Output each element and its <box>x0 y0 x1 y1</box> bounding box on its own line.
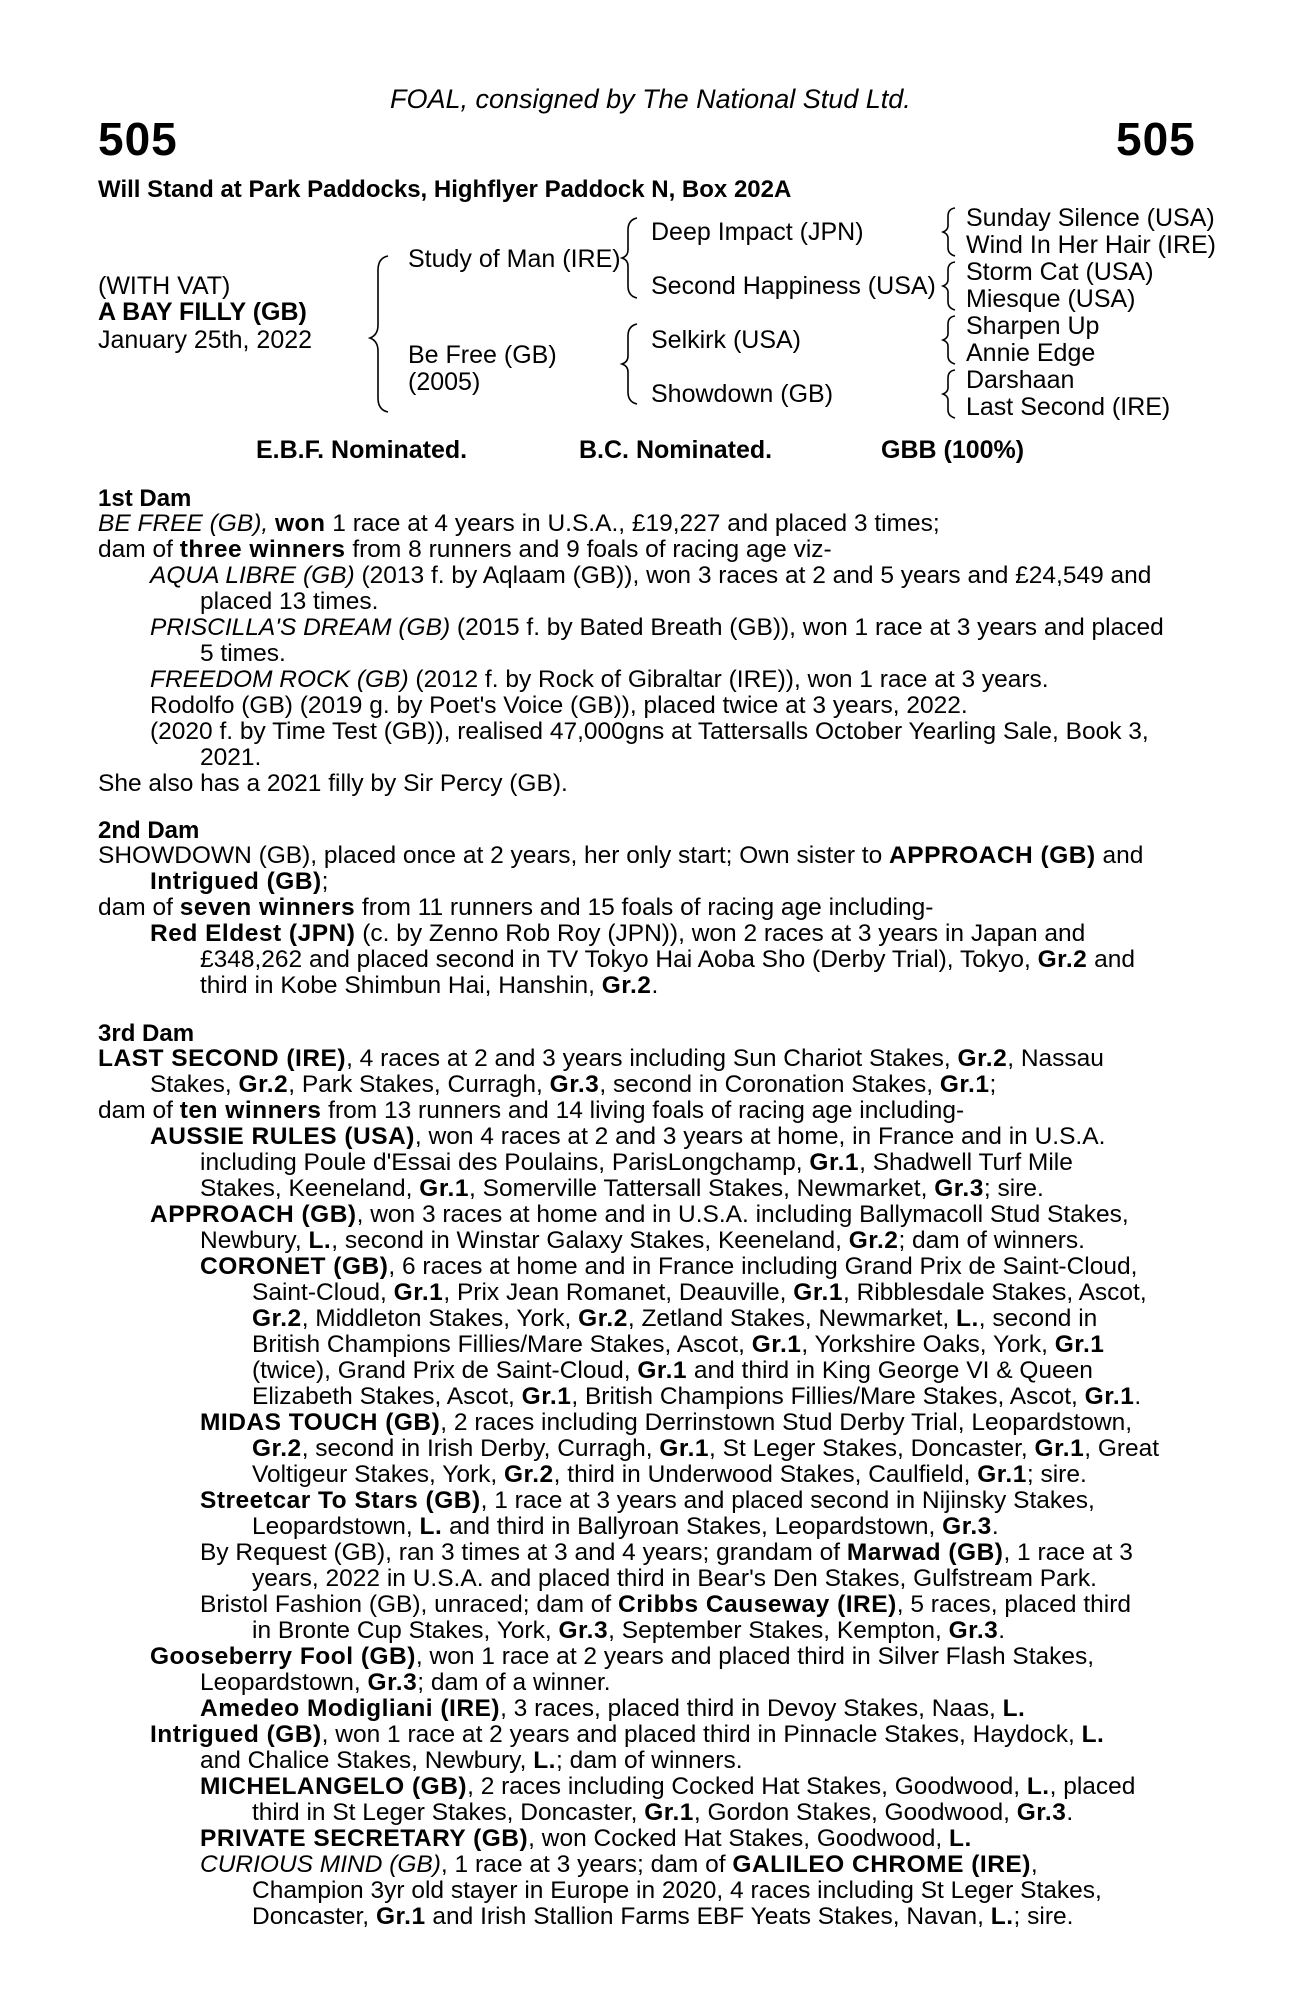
second-dam-heading: 2nd Dam <box>98 817 200 844</box>
first-dam-line: Rodolfo (GB) (2019 g. by Poet's Voice (GB)), placed twice at 3 years, 2022. <box>150 692 968 719</box>
third-dam-line: Gr.2, second in Irish Derby, Curragh, Gr.1, St Leger Stakes, Doncaster, Gr.1, Great <box>252 1435 1160 1462</box>
third-dam-line: Doncaster, Gr.1 and Irish Stallion Farms EBF Yeats Stakes, Navan, L.; sire. <box>252 1903 1074 1930</box>
third-dam-line: (twice), Grand Prix de Saint-Cloud, Gr.1 and third in King George VI & Queen <box>252 1357 1093 1384</box>
pedigree-sire: Study of Man (IRE) <box>408 245 621 273</box>
pedigree-sire-sire: Deep Impact (JPN) <box>651 218 864 246</box>
third-dam-line: By Request (GB), ran 3 times at 3 and 4 years; grandam of Marwad (GB), 1 race at 3 <box>200 1539 1133 1566</box>
third-dam-line: PRIVATE SECRETARY (GB), won Cocked Hat Stakes, Goodwood, L. <box>200 1825 972 1852</box>
third-dam-line: Leopardstown, Gr.3; dam of a winner. <box>200 1669 611 1696</box>
first-dam-line: (2020 f. by Time Test (GB)), realised 47,000gns at Tattersalls October Yearling Sale, Book 3, <box>150 718 1149 745</box>
third-dam-line: CURIOUS MIND (GB), 1 race at 3 years; dam of GALILEO CHROME (IRE), <box>200 1851 1038 1878</box>
first-dam-heading: 1st Dam <box>98 485 192 512</box>
pedigree-g8: Last Second (IRE) <box>966 393 1171 421</box>
consignment-line: FOAL, consigned by The National Stud Ltd. <box>390 84 911 114</box>
first-dam-line: dam of three winners from 8 runners and 9 foals of racing age viz- <box>98 536 832 563</box>
third-dam-line: CORONET (GB), 6 races at home and in France including Grand Prix de Saint-Cloud, <box>200 1253 1138 1280</box>
first-dam-line: AQUA LIBRE (GB) (2013 f. by Aqlaam (GB)), won 3 races at 2 and 5 years and £24,549 and <box>150 562 1152 589</box>
ebf-nomination: E.B.F. Nominated. <box>256 436 468 464</box>
pedigree-dam-sire: Selkirk (USA) <box>651 326 802 354</box>
second-dam-line: £348,262 and placed second in TV Tokyo Hai Aoba Sho (Derby Trial), Tokyo, Gr.2 and <box>200 946 1135 973</box>
third-dam-line: Stakes, Gr.2, Park Stakes, Curragh, Gr.3, second in Coronation Stakes, Gr.1; <box>150 1071 997 1098</box>
pedigree-sire-dam: Second Happiness (USA) <box>651 272 936 300</box>
pedigree-g7: Darshaan <box>966 366 1075 394</box>
third-dam-line: Leopardstown, L. and third in Ballyroan Stakes, Leopardstown, Gr.3. <box>252 1513 999 1540</box>
third-dam-line: Gooseberry Fool (GB), won 1 race at 2 years and placed third in Silver Flash Stakes, <box>150 1643 1095 1670</box>
third-dam-line: third in St Leger Stakes, Doncaster, Gr.1, Gordon Stakes, Goodwood, Gr.3. <box>252 1799 1074 1826</box>
third-dam-line: and Chalice Stakes, Newbury, L.; dam of winners. <box>200 1747 743 1774</box>
third-dam-line: including Poule d'Essai des Poulains, ParisLongchamp, Gr.1, Shadwell Turf Mile <box>200 1149 1073 1176</box>
second-dam-line: third in Kobe Shimbun Hai, Hanshin, Gr.2. <box>200 972 659 999</box>
third-dam-line: Champion 3yr old stayer in Europe in 2020, 4 races including St Leger Stakes, <box>252 1877 1102 1904</box>
first-dam-line: 2021. <box>200 744 262 771</box>
lot-number-right: 505 <box>1116 113 1196 165</box>
third-dam-line: British Champions Fillies/Mare Stakes, Ascot, Gr.1, Yorkshire Oaks, York, Gr.1 <box>252 1331 1105 1358</box>
horse-dob: January 25th, 2022 <box>98 326 313 354</box>
stand-location: Will Stand at Park Paddocks, Highflyer Paddock N, Box 202A <box>98 176 792 203</box>
pedigree-g3: Storm Cat (USA) <box>966 258 1154 286</box>
pedigree-g1: Sunday Silence (USA) <box>966 204 1215 232</box>
first-dam-line: FREEDOM ROCK (GB) (2012 f. by Rock of Gibraltar (IRE)), won 1 race at 3 years. <box>150 666 1049 693</box>
second-dam-line: dam of seven winners from 11 runners and 15 foals of racing age including- <box>98 894 934 921</box>
third-dam-line: Intrigued (GB), won 1 race at 2 years and placed third in Pinnacle Stakes, Haydock, L. <box>150 1721 1105 1748</box>
third-dam-line: in Bronte Cup Stakes, York, Gr.3, September Stakes, Kempton, Gr.3. <box>252 1617 1006 1644</box>
third-dam-line: APPROACH (GB), won 3 races at home and in U.S.A. including Ballymacoll Stud Stakes, <box>150 1201 1129 1228</box>
third-dam-line: LAST SECOND (IRE), 4 races at 2 and 3 years including Sun Chariot Stakes, Gr.2, Nassau <box>98 1045 1104 1072</box>
second-dam-line: SHOWDOWN (GB), placed once at 2 years, her only start; Own sister to APPROACH (GB) and <box>98 842 1144 869</box>
third-dam-line: Newbury, L., second in Winstar Galaxy Stakes, Keeneland, Gr.2; dam of winners. <box>200 1227 1085 1254</box>
third-dam-line: Saint-Cloud, Gr.1, Prix Jean Romanet, Deauville, Gr.1, Ribblesdale Stakes, Ascot, <box>252 1279 1147 1306</box>
pedigree-g5: Sharpen Up <box>966 312 1100 340</box>
third-dam-line: MICHELANGELO (GB), 2 races including Cocked Hat Stakes, Goodwood, L., placed <box>200 1773 1136 1800</box>
third-dam-line: Amedeo Modigliani (IRE), 3 races, placed third in Devoy Stakes, Naas, L. <box>200 1695 1026 1722</box>
third-dam-line: Streetcar To Stars (GB), 1 race at 3 years and placed second in Nijinsky Stakes, <box>200 1487 1095 1514</box>
pedigree-g2: Wind In Her Hair (IRE) <box>966 231 1216 259</box>
first-dam-line: placed 13 times. <box>200 588 379 615</box>
first-dam-line: BE FREE (GB), won 1 race at 4 years in U.S.A., £19,227 and placed 3 times; <box>98 510 940 537</box>
horse-name: A BAY FILLY (GB) <box>98 298 307 326</box>
third-dam-line: Elizabeth Stakes, Ascot, Gr.1, British Champions Fillies/Mare Stakes, Ascot, Gr.1. <box>252 1383 1142 1410</box>
second-dam-line: Intrigued (GB); <box>150 868 329 895</box>
pedigree-dam-dam: Showdown (GB) <box>651 380 834 408</box>
third-dam-line: dam of ten winners from 13 runners and 14 living foals of racing age including- <box>98 1097 965 1124</box>
bc-nomination: B.C. Nominated. <box>579 436 773 464</box>
third-dam-line: MIDAS TOUCH (GB), 2 races including Derrinstown Stud Derby Trial, Leopardstown, <box>200 1409 1133 1436</box>
first-dam-line: She also has a 2021 filly by Sir Percy (GB). <box>98 770 568 797</box>
pedigree-g4: Miesque (USA) <box>966 285 1136 313</box>
third-dam-line: Stakes, Keeneland, Gr.1, Somerville Tattersall Stakes, Newmarket, Gr.3; sire. <box>200 1175 1044 1202</box>
third-dam-line: Gr.2, Middleton Stakes, York, Gr.2, Zetland Stakes, Newmarket, L., second in <box>252 1305 1098 1332</box>
lot-number-left: 505 <box>98 113 178 165</box>
second-dam-line: Red Eldest (JPN) (c. by Zenno Rob Roy (JPN)), won 2 races at 3 years in Japan and <box>150 920 1086 947</box>
pedigree-g6: Annie Edge <box>966 339 1096 367</box>
third-dam-line: Bristol Fashion (GB), unraced; dam of Cribbs Causeway (IRE), 5 races, placed third <box>200 1591 1131 1618</box>
vat-note: (WITH VAT) <box>98 272 231 300</box>
first-dam-line: PRISCILLA'S DREAM (GB) (2015 f. by Bated Breath (GB)), won 1 race at 3 years and placed <box>150 614 1164 641</box>
pedigree-dam-year: (2005) <box>408 368 481 396</box>
third-dam-heading: 3rd Dam <box>98 1020 195 1047</box>
third-dam-line: years, 2022 in U.S.A. and placed third in Bear's Den Stakes, Gulfstream Park. <box>252 1565 1097 1592</box>
third-dam-line: Voltigeur Stakes, York, Gr.2, third in Underwood Stakes, Caulfield, Gr.1; sire. <box>252 1461 1087 1488</box>
third-dam-line: AUSSIE RULES (USA), won 4 races at 2 and 3 years at home, in France and in U.S.A. <box>150 1123 1106 1150</box>
pedigree-dam: Be Free (GB) <box>408 341 557 369</box>
gbb-rating: GBB (100%) <box>881 436 1025 464</box>
first-dam-line: 5 times. <box>200 640 286 667</box>
